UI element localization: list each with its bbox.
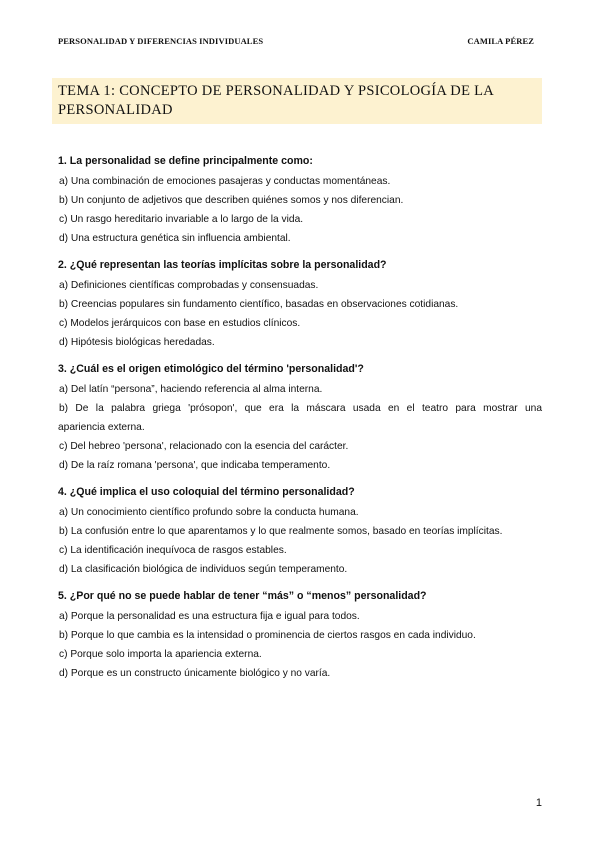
- option-d: d) Porque es un constructo únicamente biológico y no varía.: [59, 668, 331, 679]
- option-b: b) La confusión entre lo que aparentamos y lo que realmente somos, basado en teorías implícitas.: [59, 526, 503, 537]
- option-a: a) Del latín “persona”, haciendo referencia al alma interna.: [59, 384, 323, 395]
- option-d: d) De la raíz romana 'persona', que indicaba temperamento.: [59, 460, 331, 471]
- option-a: a) Una combinación de emociones pasajeras y conductas momentáneas.: [59, 176, 391, 187]
- question-title: 1. La personalidad se define principalmente como:: [58, 155, 313, 167]
- option-b: b) De la palabra griega 'prósopon', que era la máscara usada en el teatro para mostrar una: [59, 403, 542, 414]
- question-title: 2. ¿Qué representan las teorías implícitas sobre la personalidad?: [58, 259, 387, 271]
- option-b: b) Un conjunto de adjetivos que describen quiénes somos y nos diferencian.: [59, 195, 404, 206]
- question-4: [58, 485, 542, 579]
- question-1: [58, 154, 542, 248]
- topic-title-box: [52, 78, 542, 124]
- question-title: 3. ¿Cuál es el origen etimológico del término 'personalidad'?: [58, 363, 364, 375]
- option-c: c) Un rasgo hereditario invariable a lo largo de la vida.: [59, 214, 304, 225]
- page-header: [58, 36, 534, 50]
- option-c: c) Del hebreo 'persona', relacionado con la esencia del carácter.: [59, 441, 349, 452]
- option-b: b) Creencias populares sin fundamento científico, basadas en observaciones cotidianas.: [59, 299, 459, 310]
- option-a: a) Definiciones científicas comprobadas y consensuadas.: [59, 280, 319, 291]
- option-b-continuation: apariencia externa.: [58, 422, 145, 433]
- option-a: a) Porque la personalidad es una estructura fija e igual para todos.: [59, 611, 360, 622]
- option-d: d) Una estructura genética sin influencia ambiental.: [59, 233, 291, 244]
- option-c: c) Modelos jerárquicos con base en estudios clínicos.: [59, 318, 301, 329]
- question-title: 5. ¿Por qué no se puede hablar de tener “más” o “menos” personalidad?: [58, 590, 427, 602]
- question-5: [58, 589, 542, 683]
- option-a: a) Un conocimiento científico profundo sobre la conducta humana.: [59, 507, 359, 518]
- course-name: PERSONALIDAD Y DIFERENCIAS INDIVIDUALES: [58, 36, 264, 46]
- option-c: c) Porque solo importa la apariencia externa.: [59, 649, 262, 660]
- topic-title: TEMA 1: CONCEPTO DE PERSONALIDAD Y PSICOLOGÍA DE LA PERSONALIDAD: [58, 83, 494, 118]
- option-c: c) La identificación inequívoca de rasgos estables.: [59, 545, 287, 556]
- option-d: d) Hipótesis biológicas heredadas.: [59, 337, 215, 348]
- option-d: d) La clasificación biológica de individuos según temperamento.: [59, 564, 348, 575]
- question-2: [58, 258, 542, 352]
- page-number: 1: [535, 797, 542, 809]
- option-b: b) Porque lo que cambia es la intensidad o prominencia de ciertos rasgos en cada individuo.: [59, 630, 476, 641]
- question-list: [58, 154, 542, 693]
- question-3: [58, 362, 542, 475]
- question-title: 4. ¿Qué implica el uso coloquial del término personalidad?: [58, 486, 355, 498]
- author-name: CAMILA PÉREZ: [467, 36, 534, 46]
